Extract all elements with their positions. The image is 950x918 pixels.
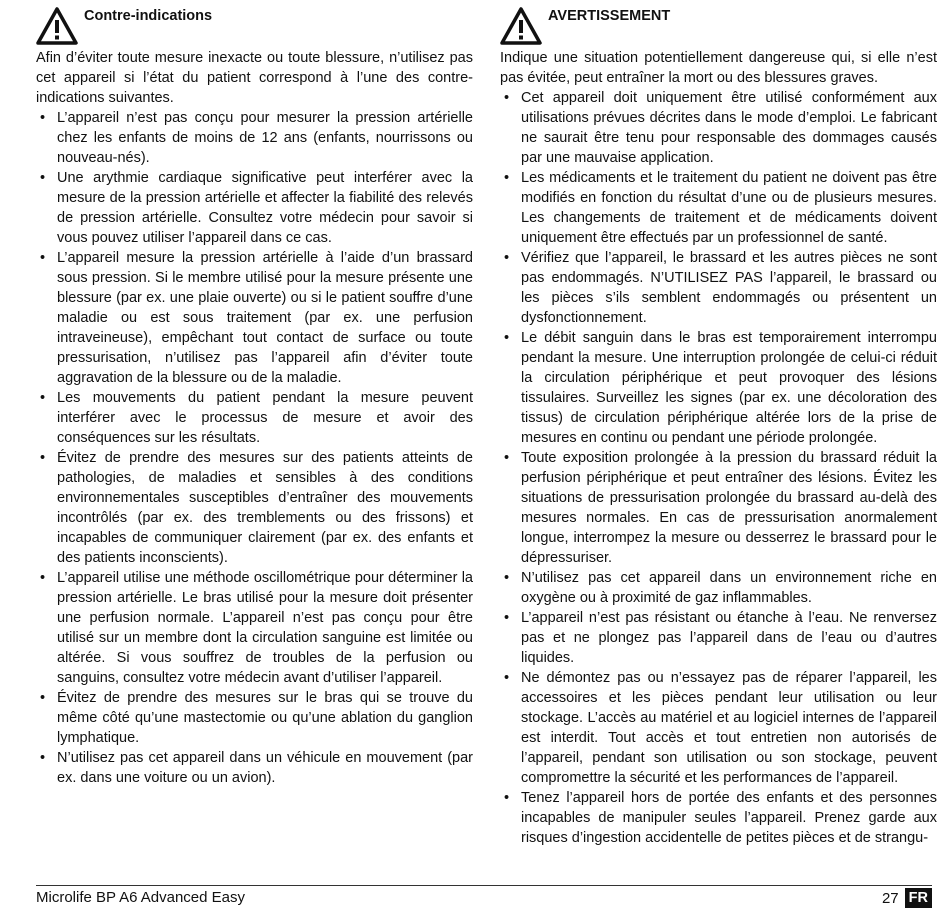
bullet-icon: • (40, 250, 46, 266)
bullet-icon: • (40, 450, 46, 466)
bullet-icon: • (504, 670, 510, 686)
bullet-icon: • (504, 610, 510, 626)
list-item (36, 748, 473, 788)
footer-product-name: Microlife BP A6 Advanced Easy (36, 889, 246, 906)
bullet-icon: • (40, 170, 46, 186)
list-item-text: L’appareil n’est pas résistant ou étanche à l’eau. Ne renversez pas et ne plongez pas l’appareil dans de l’eau ou d’autres liquides. (521, 610, 937, 666)
list-item (500, 448, 937, 568)
bullet-icon: • (40, 570, 46, 586)
warning-list (500, 88, 937, 848)
list-item-text: Tenez l’appareil hors de portée des enfants et des personnes incapables de manipuler seules l’appareil. Prenez garde aux risques d’ingestion accidentelle de petites pièces et de strangu- (521, 790, 937, 846)
list-item-text: Les mouvements du patient pendant la mesure peuvent interférer avec le processus de mesure et avoir des conséquences sur les résultats. (57, 390, 473, 446)
section-intro: Indique une situation potentiellement dangereuse qui, si elle n’est pas évitée, peut entraîner la mort ou des blessures graves. (500, 50, 937, 86)
list-item-text: Évitez de prendre des mesures sur des patients atteints de pathologies, de maladies et sensibles à des conditions environnementales susceptibles d’entraîner des mouvements incontrôlés (par ex. des tremblements ou des frissons) et incapables de communiquer clairement (par ex. des enfants et des patients inconscients). (57, 450, 473, 566)
bullet-icon: • (40, 110, 46, 126)
list-item (500, 668, 937, 788)
list-item-text: N’utilisez pas cet appareil dans un environnement riche en oxygène ou à proximité de gaz inflammables. (521, 570, 937, 606)
section-intro: Afin d’éviter toute mesure inexacte ou toute blessure, n’utilisez pas cet appareil si l’état du patient correspond à l’une des contre-indications suivantes. (36, 50, 473, 106)
bullet-icon: • (504, 90, 510, 106)
language-badge: FR (905, 888, 932, 908)
warning-triangle-icon (36, 6, 78, 46)
list-item (500, 88, 937, 168)
list-item-text: L’appareil utilise une méthode oscillométrique pour déterminer la pression artérielle. Le bras utilisé pour la mesure doit présenter une perfusion normale. L’appareil n’est pas conçu pour être utilisé sur un membre dont la circulation sanguine est limitée ou altérée. Si vous souffrez de troubles de la perfusion ou sanguins, consultez votre médecin avant d’utiliser l’appareil. (57, 570, 473, 686)
contraindication-list (36, 108, 473, 788)
list-item (500, 788, 937, 848)
list-item (36, 168, 473, 248)
list-item (500, 608, 937, 668)
list-item-text: Les médicaments et le traitement du patient ne doivent pas être modifiés en fonction du résultat d’une ou de plusieurs mesures. Les changements de traitement et de médicaments doivent uniquement être effectués par un professionnel de santé. (521, 170, 937, 246)
bullet-icon: • (40, 750, 46, 766)
list-item-text: Évitez de prendre des mesures sur le bras qui se trouve du même côté qu’une mastectomie ou qu’une ablation du ganglion lymphatique. (57, 690, 473, 746)
contraindications-section (36, 6, 473, 788)
bullet-icon: • (40, 690, 46, 706)
list-item-text: Le débit sanguin dans le bras est temporairement interrompu pendant la mesure. Une interruption prolongée de celui-ci réduit la circulation périphérique et peut provoquer des lésions tissulaires. Surveillez les signes (par ex. une décoloration des tissus) de circulation périphérique altérée lors de la prise de mesures en continu ou pendant une période prolongée. (521, 330, 937, 446)
list-item (500, 568, 937, 608)
list-item-text: Vérifiez que l’appareil, le brassard et les autres pièces ne sont pas endommagés. N’UTILISEZ PAS l’appareil, le brassard ou les pièces s’ils semblent endommagés ou présentent un dysfonctionnement. (521, 250, 937, 326)
section-title: AVERTISSEMENT (548, 8, 671, 24)
list-item (36, 108, 473, 168)
bullet-icon: • (504, 570, 510, 586)
warning-section (500, 6, 937, 848)
list-item-text: Toute exposition prolongée à la pression du brassard réduit la perfusion périphérique et peut entraîner des lésions. Évitez les situations de pressurisation prolongée du brassard au-delà des mesures normales. En cas de pressurisation anormalement longue, interrompez la mesure ou desserrez le brassard pour le dépressuriser. (521, 450, 937, 566)
list-item-text: Ne démontez pas ou n’essayez pas de réparer l’appareil, les accessoires et les pièces pendant leur utilisation ou leur stockage. L’accès au matériel et au logiciel internes de l’appareil est interdit. Tout accès et tout entretien non autorisés de l’appareil, pendant son utilisation ou son stockage, peuvent compromettre la sécurité et les performances de l’appareil. (521, 670, 937, 786)
footer-page-info (882, 888, 932, 908)
list-item-text: L’appareil n’est pas conçu pour mesurer la pression artérielle chez les enfants de moins de 12 ans (enfants, nourrissons ou nouveau-nés). (57, 110, 473, 166)
list-item (36, 248, 473, 388)
list-item (36, 388, 473, 448)
warning-triangle-icon (500, 6, 542, 46)
list-item-text: Une arythmie cardiaque significative peut interférer avec la mesure de la pression artérielle et affecter la fiabilité des relevés de pression artérielle. Consultez votre médecin pour savoir si vous pouvez utiliser l’appareil dans ce cas. (57, 170, 473, 246)
section-header (36, 6, 473, 48)
section-title: Contre-indications (84, 8, 213, 24)
bullet-icon: • (504, 330, 510, 346)
bullet-icon: • (40, 390, 46, 406)
page-number: 27 (881, 889, 899, 907)
bullet-icon: • (504, 250, 510, 266)
list-item (36, 448, 473, 568)
list-item-text: L’appareil mesure la pression artérielle à l’aide d’un brassard sous pression. Si le membre utilisé pour la mesure présente une blessure (par ex. une plaie ouverte) ou si le patient souffre d’une maladie ou est sous traitement (par ex. une perfusion intraveineuse), empêchant tout contact de surface ou toute pressurisation, n’utilisez pas l’appareil afin d’éviter toute aggravation de la blessure ou de la maladie. (57, 250, 473, 386)
list-item (36, 688, 473, 748)
list-item-text: Cet appareil doit uniquement être utilisé conformément aux utilisations prévues décrites dans le mode d’emploi. Le fabricant ne saurait être tenu pour responsable des dommages causés par une mauvaise application. (521, 90, 937, 166)
list-item (500, 168, 937, 248)
list-item (500, 248, 937, 328)
bullet-icon: • (504, 450, 510, 466)
list-item (500, 328, 937, 448)
list-item-text: N’utilisez pas cet appareil dans un véhicule en mouvement (par ex. dans une voiture ou un avion). (57, 750, 473, 786)
list-item (36, 568, 473, 688)
footer-divider (36, 885, 932, 886)
bullet-icon: • (504, 170, 510, 186)
section-header (500, 6, 937, 48)
bullet-icon: • (504, 790, 510, 806)
